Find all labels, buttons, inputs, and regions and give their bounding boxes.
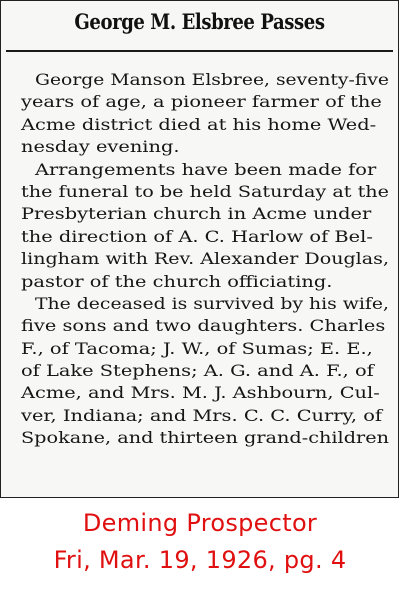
article-line: Arrangements have been made for (35, 160, 377, 179)
article-line: Acme, and Mrs. M. J. Ashbourn, Cul- (21, 384, 380, 403)
article-line: Presbyterian church in Acme under (21, 205, 372, 224)
article-line: pastor of the church officiating. (21, 272, 333, 291)
article-line: The deceased is survived by his wife, (35, 294, 389, 313)
headline-rule (6, 50, 393, 52)
caption-source: Deming Prospector (82, 509, 318, 537)
article-line: F., of Tacoma; J. W., of Sumas; E. E., (21, 339, 373, 358)
article-line: George Manson Elsbree, seventy-five (35, 71, 389, 89)
article-line: of Lake Stephens; A. G. and A. F., of (21, 362, 374, 381)
article-line: Acme district died at his home Wed- (21, 115, 377, 134)
article-line: five sons and two daughters. Charles (21, 317, 386, 336)
article-line: lingham with Rev. Alexander Douglas, (21, 250, 389, 269)
article-line: the funeral to be held Saturday at the (21, 182, 390, 201)
article-line: Spokane, and thirteen grand-children (21, 429, 389, 448)
article-line: nesday evening. (21, 138, 180, 157)
article-body (21, 69, 389, 450)
headline: George M. Elsbree Passes (74, 9, 325, 34)
article-line: years of age, a pioneer farmer of the (21, 93, 382, 112)
caption-date: Fri, Mar. 19, 1926, pg. 4 (53, 546, 347, 574)
article-line: ver, Indiana; and Mrs. C. C. Curry, of (21, 406, 383, 425)
article-line: the direction of A. C. Harlow of Bel- (21, 227, 373, 246)
